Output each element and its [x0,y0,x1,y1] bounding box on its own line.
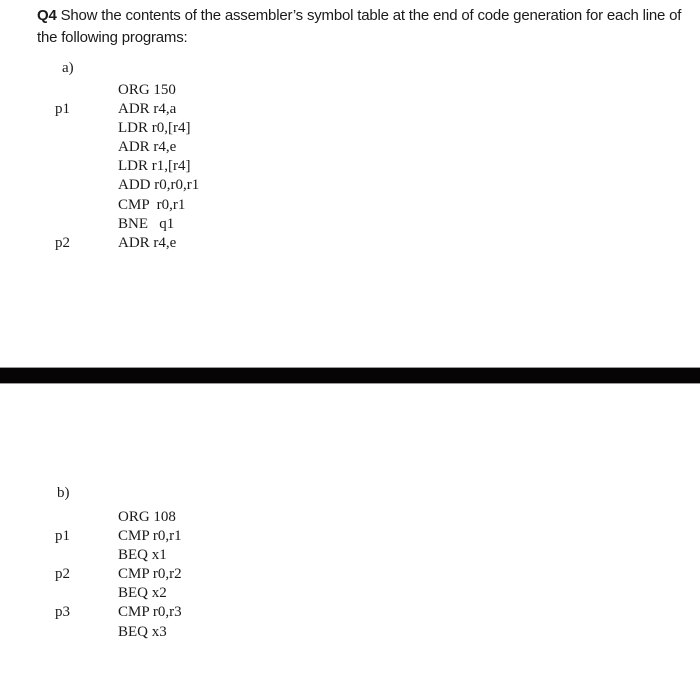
line-instruction: ORG 108 [118,509,176,525]
code-line [55,623,167,642]
line-label: p1 [55,101,70,118]
line-instruction: CMP r0,r1 [118,528,182,545]
question-number: Q4 [37,7,57,24]
line-instruction: ADR r4,e [118,139,177,156]
question-text [37,5,700,49]
part-b-label: b) [57,485,70,501]
line-instruction: BNE q1 [118,215,175,232]
line-instruction: ORG 150 [118,82,176,98]
code-line [55,138,177,157]
code-line [55,603,182,622]
line-instruction: ADR r4,e [118,234,177,251]
line-instruction: BEQ x2 [118,585,167,602]
code-line [55,527,182,546]
part-b-code [55,508,182,642]
code-line [55,196,186,215]
line-instruction: BEQ x1 [118,547,167,564]
line-instruction: ADR r4,a [118,101,177,118]
code-line [55,100,177,119]
code-line [55,508,176,527]
line-instruction: LDR r0,[r4] [118,120,191,137]
line-instruction: ADD r0,r0,r1 [118,177,200,194]
line-label: p1 [55,528,70,545]
line-label: p2 [55,566,70,583]
code-line [55,584,167,603]
line-instruction: LDR r1,[r4] [118,158,191,175]
part-a-label: a) [62,60,74,76]
line-instruction: CMP r0,r3 [118,604,182,621]
code-line [55,565,182,584]
code-line [55,546,167,565]
code-line [55,234,177,253]
line-instruction: BEQ x3 [118,623,167,640]
part-a-code [55,81,200,253]
line-label: p2 [55,234,70,251]
question-body: Show the contents of the assembler’s symbol table at the end of code generation for each line of the following programs: [37,7,682,46]
code-line [55,81,176,100]
code-line [55,176,200,195]
code-line [55,119,191,138]
line-instruction: CMP r0,r1 [118,196,186,213]
line-instruction: CMP r0,r2 [118,566,182,583]
page-divider-bar [0,367,700,384]
code-line [55,215,175,234]
code-line [55,157,191,176]
line-label: p3 [55,604,70,621]
